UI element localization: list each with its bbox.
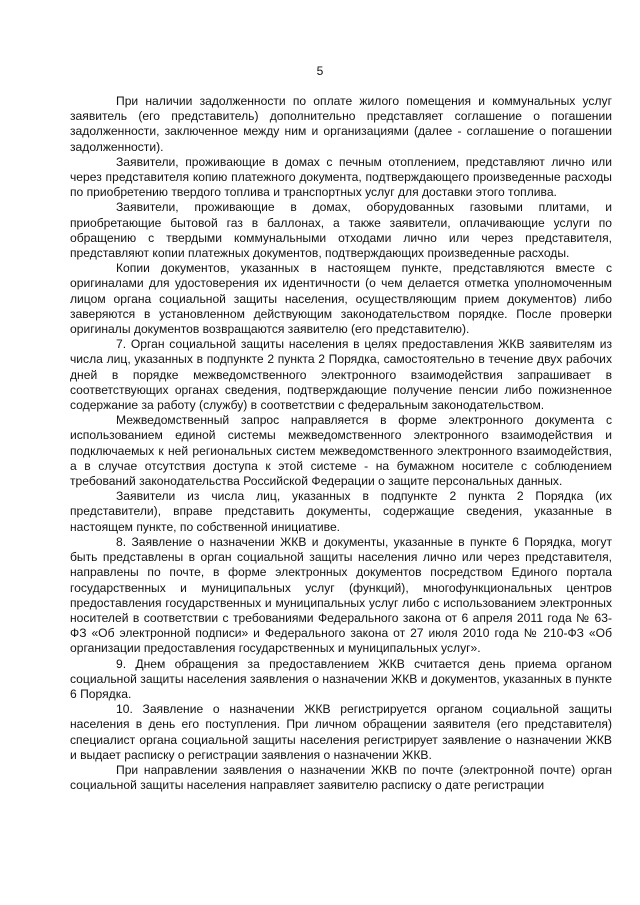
document-body <box>70 94 612 793</box>
paragraph-item-7: 7. Орган социальной защиты населения в целях предоставления ЖКВ заявителям из числа лиц, указанных в подпункте 2 пункта 2 Порядка, самостоятельно в течение двух рабочих дней в порядке межведомственного электронного взаимодействия запрашивает в соответствующих органах сведения, подтверждающие получение пенсии либо пожизненное содержание за работу (службу) в соответствии с федеральным законодательством. <box>70 337 612 413</box>
paragraph-mail-receipt: При направлении заявления о назначении ЖКВ по почте (электронной почте) орган социальной защиты населения направляет заявителю расписку о дате регистрации <box>70 762 612 793</box>
page-number: 5 <box>316 64 324 78</box>
paragraph-item-8: 8. Заявление о назначении ЖКВ и документы, указанные в пункте 6 Порядка, могут быть представлены в орган социальной защиты населения лично или через представителя, направлены по почте, в форме электронных документов посредством Единого портала государственных и муниципальных услуг (функций), многофункциональных центров предоставления государственных и муниципальных услуг либо с использованием электронных носителей в соответствии с требованиями Федерального закона от 6 апреля 2011 года № 63-ФЗ «Об электронной подписи» и Федерального закона от 27 июля 2010 года № 210-ФЗ «Об организации предоставления государственных и муниципальных услуг». <box>70 534 612 656</box>
paragraph-interagency-request: Межведомственный запрос направляется в форме электронного документа с использованием единой системы межведомственного электронного взаимодействия и подключаемых к ней региональных систем межведомственного электронного взаимодействия, а в случае отсутствия доступа к этой системе - на бумажном носителе с соблюдением требований законодательства Российской Федерации о защите персональных данных. <box>70 413 612 489</box>
paragraph-item-10: 10. Заявление о назначении ЖКВ регистрируется органом социальной защиты населения в день его поступления. При личном обращении заявителя (его представителя) специалист органа социальной защиты населения регистрирует заявление о назначении ЖКВ и выдает расписку о регистрации заявления о назначении ЖКВ. <box>70 702 612 762</box>
paragraph-own-initiative: Заявители из числа лиц, указанных в подпункте 2 пункта 2 Порядка (их представители), вправе представить документы, содержащие сведения, указанные в настоящем пункте, по собственной инициативе. <box>70 489 612 534</box>
paragraph-item-9: 9. Днем обращения за предоставлением ЖКВ считается день приема органом социальной защиты населения заявления о назначении ЖКВ и документов, указанных в пункте 6 Порядка. <box>70 656 612 701</box>
paragraph-stove-heating: Заявители, проживающие в домах с печным отоплением, представляют лично или через представителя копию платежного документа, подтверждающего произведенные расходы по приобретению твердого топлива и транспортных услуг для доставки этого топлива. <box>70 154 612 200</box>
paragraph-document-copies: Копии документов, указанных в настоящем пункте, представляются вместе с оригиналами для удостоверения их идентичности (о чем делается отметка уполномоченным лицом органа социальной защиты населения, осуществляющим прием документов) либо заверяются в установленном действующим законодательством порядке. После проверки оригиналы документов возвращаются заявителю (его представителю). <box>70 261 612 337</box>
paragraph-debt-agreement: При наличии задолженности по оплате жилого помещения и коммунальных услуг заявитель (его представитель) дополнительно представляет соглашение о погашении задолженности, заключенное между ним и организациями (далее - соглашение о погашении задолженности). <box>70 94 612 154</box>
paragraph-gas-cylinders: Заявители, проживающие в домах, оборудованных газовыми плитами, и приобретающие бытовой газ в баллонах, а также заявители, оплачивающие услуги по обращению с твердыми коммунальными отходами лично или через представителя, представляют копии платежных документов, подтверждающих произведенные расходы. <box>70 200 612 261</box>
